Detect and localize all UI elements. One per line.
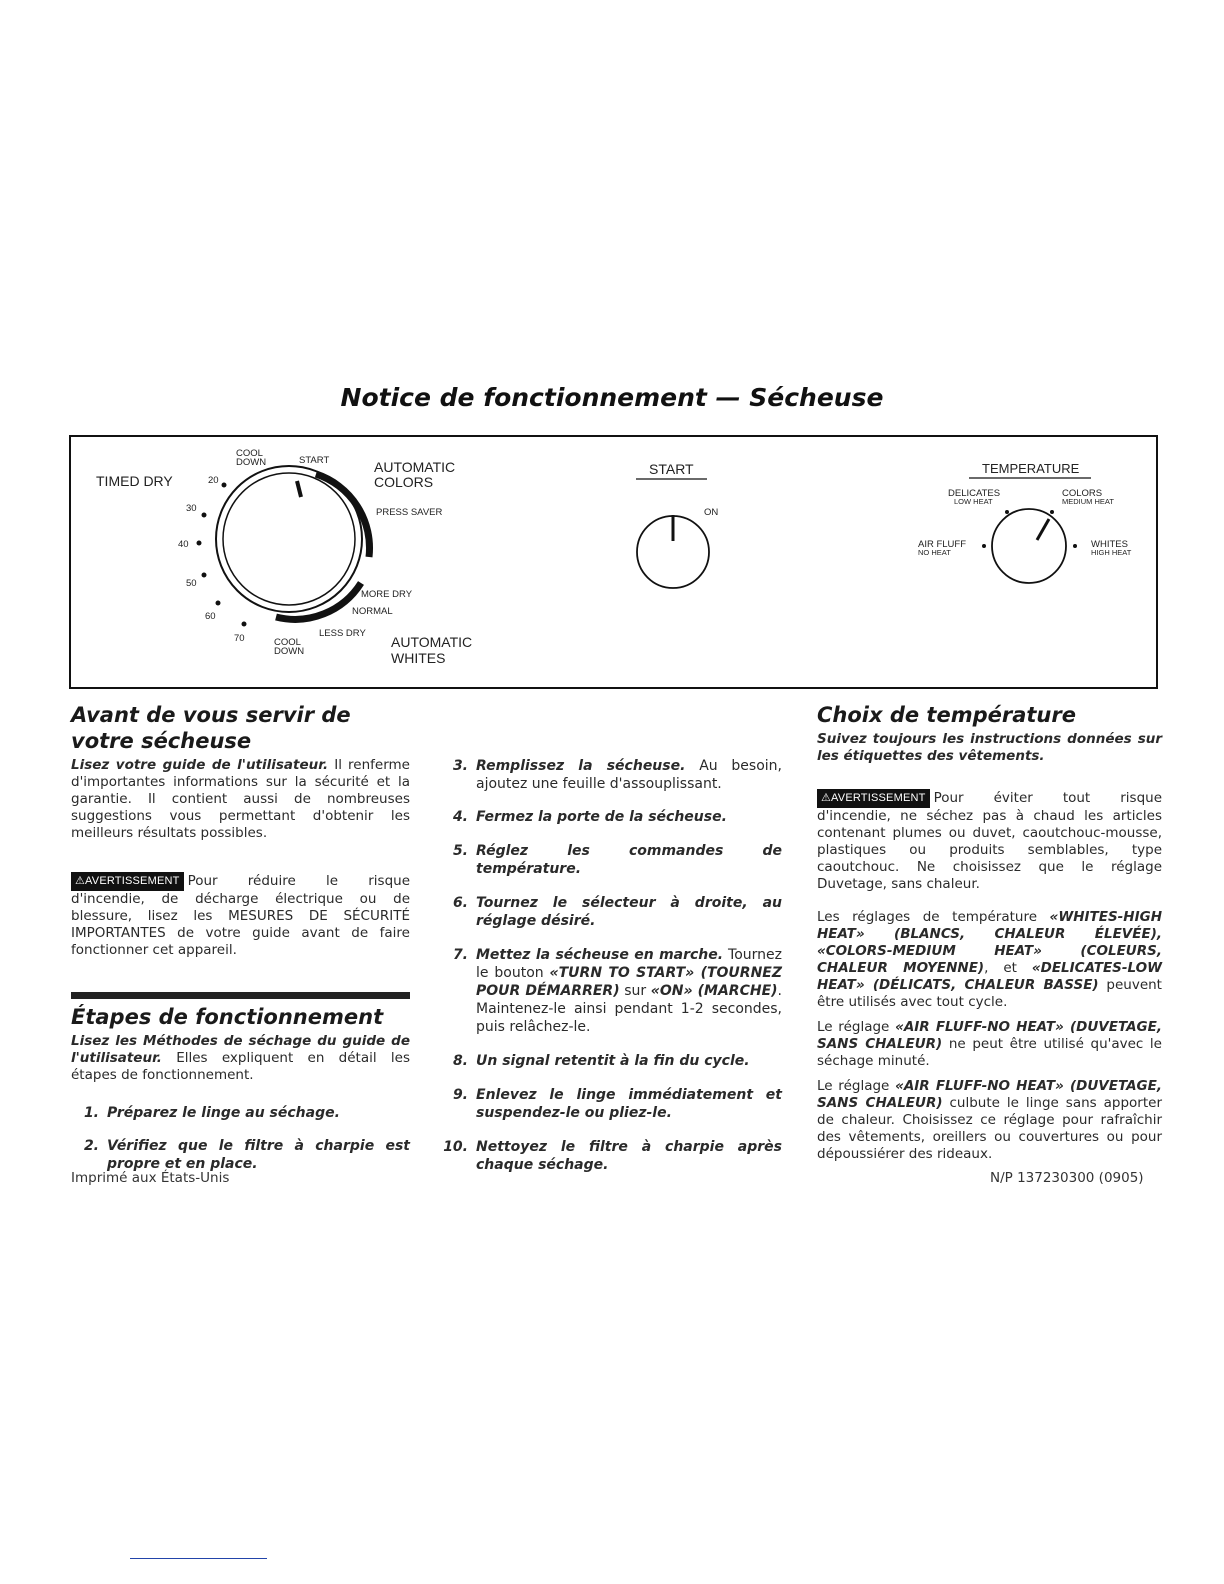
on-label: ON	[704, 507, 719, 518]
step-item	[71, 1104, 410, 1122]
automatic-whites-label: AUTOMATIC	[391, 634, 473, 650]
cool-down-top-label-2: DOWN	[236, 457, 267, 468]
normal-label: NORMAL	[352, 606, 393, 617]
minute-40-label: 40	[178, 539, 189, 550]
step-item	[440, 842, 782, 878]
minute-30-label: 30	[186, 503, 197, 514]
warning-badge: ⚠AVERTISSEMENT	[71, 872, 184, 891]
automatic-whites-label-2: WHITES	[391, 650, 446, 666]
column-temperature	[817, 702, 1162, 1163]
column-before-use	[71, 702, 410, 1173]
temperature-knob	[918, 461, 1132, 583]
minute-70-label: 70	[234, 633, 245, 644]
step-item	[71, 1137, 410, 1173]
step-number: 3.	[452, 758, 468, 774]
step-number: 7.	[452, 947, 468, 963]
section-heading-before-use: Avant de vous servir de votre sécheuse	[71, 703, 351, 753]
more-dry-label: MORE DRY	[361, 589, 413, 600]
intro-lead-bold: Lisez votre guide de l'utilisateur.	[71, 757, 329, 773]
step-text-rest: Au besoin, ajoutez une feuille d'assouplissant.	[476, 758, 782, 792]
minute-60-label: 60	[205, 611, 216, 622]
press-saver-label: PRESS SAVER	[376, 507, 443, 518]
cool-down-top-label: COOL	[236, 448, 263, 459]
column-steps-continued	[440, 757, 782, 1174]
step-text: Vérifiez que le filtre à charpie est propre et en place.	[107, 1138, 410, 1172]
timed-dry-label: TIMED DRY	[96, 473, 173, 489]
step-text-part: Tournez le bouton	[476, 947, 783, 981]
step-text: Un signal retentit à la fin du cycle.	[476, 1053, 750, 1069]
text-part-2: culbute le linge sans apporter de chaleur. Choisissez ce réglage pour rafraîchir des vêtements, oreillers ou couvertures ou pour dépoussiérer des rideaux.	[817, 1095, 1162, 1162]
warning-text: Pour éviter tout risque d'incendie, ne séchez pas à chaud les articles contenant plumes ou duvet, caoutchouc-mousse, plastiques ou produits semblables, type caoutchouc. Ne choisissez que le réglage Duvetage, sans chaleur.	[817, 790, 1162, 892]
step-item	[440, 946, 782, 1036]
automatic-colors-label-2: COLORS	[374, 474, 434, 490]
cycle-dial	[96, 448, 472, 666]
step-text: Tournez le sélecteur à droite, au réglage désiré.	[476, 895, 782, 929]
temperature-warning-paragraph	[817, 789, 1162, 893]
temperature-intro: Suivez toujours les instructions données sur les étiquettes des vêtements.	[817, 731, 1162, 764]
step-text: Préparez le linge au séchage.	[107, 1105, 340, 1121]
whites-label: WHITES	[1091, 539, 1128, 550]
cool-down-bottom-label: COOL	[274, 637, 301, 648]
warning-paragraph	[71, 872, 410, 959]
intro-paragraph	[71, 757, 410, 842]
section-divider	[71, 992, 410, 999]
start-knob	[636, 461, 718, 588]
footer-printed-in: Imprimé aux États-Unis	[71, 1170, 230, 1186]
step-item	[440, 1138, 782, 1174]
start-position-label: START	[299, 455, 330, 466]
warning-text: Pour réduire le risque d'incendie, de décharge électrique ou de blessure, lisez les MESURES DE SÉCURITÉ IMPORTANTES de votre guide avant de faire fonctionner cet appareil.	[71, 873, 410, 958]
step-text-bold-2: «TURN TO START» (TOURNEZ POUR DÉMARRER)	[476, 965, 782, 999]
start-knob-label: START	[649, 461, 694, 477]
control-panel-illustration	[69, 435, 1158, 689]
steps-intro-bold: Lisez les Méthodes de séchage du guide de l'utilisateur.	[71, 1033, 410, 1066]
step-text-bold-3: «ON» (MARCHE)	[650, 983, 778, 999]
text-bold: «WHITES-HIGH HEAT» (BLANCS, CHALEUR ÉLEVÉE), «COLORS-MEDIUM HEAT» (COLEURS, CHALEUR MOYENNE)	[817, 909, 1162, 976]
high-heat-label: HIGH HEAT	[1091, 548, 1132, 557]
low-heat-label: LOW HEAT	[954, 497, 993, 506]
step-number: 10.	[443, 1139, 468, 1155]
minute-20-label: 20	[208, 475, 219, 486]
temperature-paragraph-3	[817, 1078, 1162, 1163]
footer-part-number: N/P 137230300 (0905)	[990, 1170, 1144, 1186]
step-item	[440, 808, 782, 826]
step-number: 4.	[452, 809, 468, 825]
intro-lead-rest: Il renferme d'importantes informations sur la sécurité et la garantie. Il contient aussi de nombreuses suggestions vous permettant d'obtenir les meilleurs résultats possibles.	[71, 757, 410, 841]
step-number: 6.	[452, 895, 468, 911]
warning-badge: ⚠AVERTISSEMENT	[817, 789, 930, 808]
step-number: 2.	[83, 1138, 99, 1154]
step-item	[440, 1086, 782, 1122]
colors-label: COLORS	[1062, 488, 1103, 499]
step-text: Fermez la porte de la sécheuse.	[476, 809, 727, 825]
section-heading-temperature: Choix de température	[817, 703, 1076, 727]
page-title: Notice de fonctionnement — Sécheuse	[340, 383, 884, 412]
text-part: Les réglages de température	[817, 909, 1050, 925]
control-panel-svg	[71, 437, 1160, 691]
text-part-3: peuvent être utilisés avec tout cycle.	[817, 977, 1162, 1010]
less-dry-label: LESS DRY	[319, 628, 366, 639]
step-text: Réglez les commandes de température.	[476, 843, 782, 877]
cool-down-bottom-label-2: DOWN	[274, 646, 305, 657]
step-text-part-3: . Maintenez-le ainsi pendant 1-2 secondes, puis relâchez-le.	[476, 983, 782, 1035]
step-number: 5.	[452, 843, 468, 859]
step-text-bold: Remplissez la sécheuse.	[476, 758, 686, 774]
no-heat-label: NO HEAT	[918, 548, 951, 557]
step-item	[440, 757, 782, 793]
step-number: 1.	[83, 1105, 99, 1121]
delicates-label: DELICATES	[948, 488, 1001, 499]
text-bold: «AIR FLUFF-NO HEAT» (DUVETAGE, SANS CHALEUR)	[817, 1019, 1162, 1052]
bottom-link-underline	[130, 1558, 267, 1559]
step-text-bold: Mettez la sécheuse en marche.	[476, 947, 724, 963]
temperature-paragraph-2	[817, 1019, 1162, 1070]
text-bold: «AIR FLUFF-NO HEAT» (DUVETAGE, SANS CHALEUR)	[817, 1078, 1162, 1111]
step-item	[440, 1052, 782, 1070]
step-text-part-2: sur	[619, 983, 651, 999]
temperature-label: TEMPERATURE	[982, 461, 1080, 476]
text-part-2: ne peut être utilisé qu'avec le séchage minuté.	[817, 1036, 1162, 1069]
air-fluff-label: AIR FLUFF	[918, 539, 967, 550]
text-bold-2: «DELICATES-LOW HEAT» (DÉLICATS, CHALEUR BASSE)	[817, 960, 1162, 993]
steps-intro-paragraph	[71, 1033, 410, 1084]
step-number: 8.	[452, 1053, 468, 1069]
text-part: Le réglage	[817, 1078, 896, 1094]
medium-heat-label: MEDIUM HEAT	[1062, 497, 1114, 506]
step-text: Nettoyez le filtre à charpie après chaque séchage.	[476, 1139, 782, 1173]
step-number: 9.	[452, 1087, 468, 1103]
text-part-2: , et	[984, 960, 1032, 976]
steps-intro-rest: Elles expliquent en détail les étapes de fonctionnement.	[71, 1050, 410, 1083]
section-heading-steps: Étapes de fonctionnement	[71, 1005, 384, 1029]
text-part: Le réglage	[817, 1019, 896, 1035]
temperature-paragraph-1	[817, 909, 1162, 1011]
automatic-colors-label: AUTOMATIC	[374, 459, 456, 475]
step-text: Enlevez le linge immédiatement et suspendez-le ou pliez-le.	[476, 1087, 782, 1121]
minute-50-label: 50	[186, 578, 197, 589]
step-item	[440, 894, 782, 930]
